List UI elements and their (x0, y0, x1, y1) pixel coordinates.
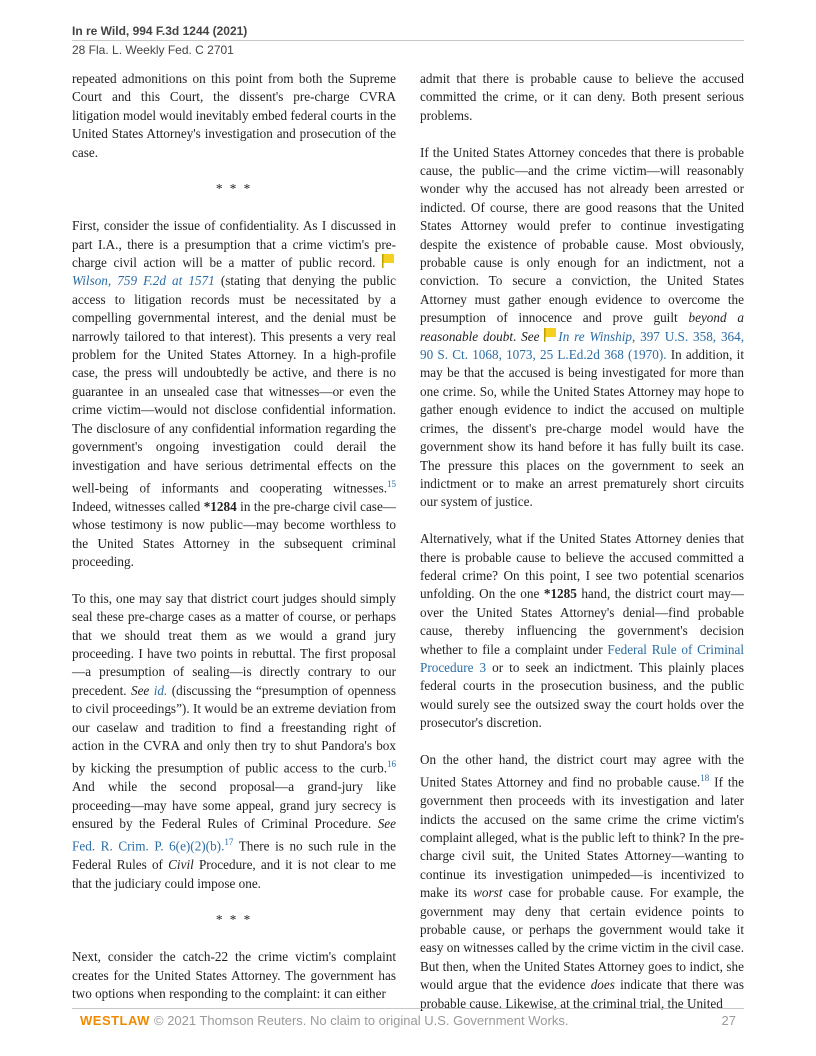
citation-link-frcrp-3[interactable]: Federal Rule of Criminal Procedure 3 (420, 641, 744, 675)
footnote-16[interactable]: 16 (387, 759, 396, 770)
section-separator: * * * (215, 181, 253, 197)
star-page-1285: *1285 (543, 586, 577, 602)
star-page-1284: *1284 (203, 498, 237, 514)
yellow-flag-icon[interactable] (382, 254, 394, 268)
paragraph: repeated admonitions on this point from both the Supreme Court and this Court, the dissent's pre-charge CVRA litigation model would inevitably embed federal courts in the United States Attorney's investigation and prosecution of the case. (72, 71, 396, 160)
citation-link-wilson[interactable]: Wilson, 759 F.2d at 1571 (72, 273, 215, 289)
paragraph: Next, consider the catch-22 the crime victim's complaint creates for the United States Attorney. The government has two options when responding to the complaint: it can either (72, 949, 396, 1001)
footnote-17[interactable]: 17 (224, 837, 234, 848)
left-column (72, 70, 396, 1022)
paragraph: To this, one may say that district court judges should simply seal these pre-charge cases as a matter of course, or perhaps that we should treat them as we would a grand jury proceeding. I have two points in rebuttal. The first proposal—a presumption of sealing—is directly contrary to our precedent. See id. (discussing the “presumption of openness to civil proceedings”). It would be an extreme deviation from our caselaw and tradition to find a freestanding right of action in the CVRA and only then try to shut Pandora's box by kicking the presumption of public access to the curb.$^{16}$ And while the second proposal—a grand-jury like proceeding—may have some appeal, grand jury secrecy is ensured by the Federal Rules of Criminal Procedure. See Fed. R. Crim. P. 6(e)(2)(b).$^{17}$ There is no such rule in the Federal Rules of Civil Procedure, and it is not clear to me that the judiciary could impose one. (72, 590, 397, 891)
page-number: 27 (721, 1013, 736, 1028)
citation-link-frcrp-6e[interactable]: Fed. R. Crim. P. 6(e)(2)(b). (72, 838, 225, 854)
citation-link-id[interactable]: id. (153, 682, 168, 698)
paragraph: On the other hand, the district court may agree with the United States Attorney and find no probable cause.$^{18}$ If the government then proceeds with its investigation and later indicts the accused on the same crime the crime victim's complaint alleged, what is the public left to think? In the pre-charge civil suit, the United States Attorney—wanting to continue its investigation unimpeded—is incentivized to make its worst case for probable cause. For example, the government may deny that certain evidence points to probable cause, or perhaps the government would take it easy on witnesses called by the crime victim in the civil case. But then, when the United States Attorney goes to indict, she would argue that the evidence does indicate that there was probable cause. Likewise, at the criminal trial, the United (420, 751, 745, 1011)
case-title: In re Wild, 994 F.3d 1244 (2021) (72, 24, 248, 38)
copyright-notice: © 2021 Thomson Reuters. No claim to original U.S. Government Works. (154, 1013, 569, 1028)
paragraph: Alternatively, what if the United States Attorney denies that there is probable cause to believe the accused committed a federal crime? On this point, I see two potential scenarios unfolding. On the one *1285 hand, the district court may—over the United States Attorney's denial—find probable cause, thereby influencing the government's decision whether to file a complaint under Federal Rule of Criminal Procedure 3 or to seek an indictment. This plainly places federal courts in the prosecution business, and the public would surely see the outsized sway the court holds over the prosecutor's discretion. (420, 531, 744, 731)
page-header (72, 22, 744, 59)
footnote-18[interactable]: 18 (700, 773, 710, 784)
paragraph: If the United States Attorney concedes that there is probable cause, the public—and the crime victim—will reasonably wonder why the accused has not already been arrested or indicted. Of course, there are good reasons that the United States Attorney would prefer to continue investigating despite the existence of probable cause. Most obviously, probable cause is only enough for an indictment, not a conviction. To secure a conviction, the United States Attorney must gather enough evidence to overcome the presumption of innocence and prove guilt beyond a reasonable doubt. See In re Winship, 397 U.S. 358, 364, 90 S. Ct. 1068, 1073, 25 L.Ed.2d 368 (1970). In addition, it may be that the accused is being investigated for more than one crime. So, while the United States Attorney may hope to gather enough evidence to indict the accused on multiple crimes, the dissent's pre-charge model would have the government show its hand before it has fully built its case. The pressure this places on the government to seek an indictment or to make an arrest prematurely short circuits our system of justice. (420, 144, 745, 510)
section-separator: * * * (215, 912, 253, 928)
paragraph: admit that there is probable cause to believe the accused committed the crime, or it can deny. Both present serious problems. (420, 71, 744, 123)
citation-link-winship[interactable]: In re Winship, 397 U.S. 358, 364, 90 S. Ct. 1068, 1073, 25 L.Ed.2d 368 (1970). (420, 328, 745, 363)
yellow-flag-icon[interactable] (544, 328, 556, 342)
right-column (420, 70, 744, 1031)
page-footer (72, 1008, 744, 1031)
paragraph: First, consider the issue of confidentiality. As I discussed in part I.A., there is a presumption that a crime victim's pre-charge civil action will be a matter of public record. Wilson, 759 F.2d at 1571 (stating that denying the public access to litigation records must be necessitated by a compelling governmental interest, and the denial must be narrowly tailored to that interest). This presents a very real problem for the United States Attorney. In a high-profile case, the press will undoubtedly be active, and there is no guarantee in an unsealed case that witnesses—or even the crime victim—would not disclose confidential information. The disclosure of any confidential information regarding the government's ongoing investigation could derail the investigation and have serious detrimental effects on the well-being of informants and cooperating witnesses.$^{15}$ Indeed, witnesses called *1284 in the pre-charge civil case—whose testimony is now public—may become worthless to the United States Attorney in the subsequent criminal proceeding. (72, 218, 397, 569)
reporter-citation: 28 Fla. L. Weekly Fed. C 2701 (72, 40, 744, 59)
westlaw-logo: WESTLAW (80, 1013, 150, 1028)
footnote-15[interactable]: 15 (387, 478, 396, 489)
